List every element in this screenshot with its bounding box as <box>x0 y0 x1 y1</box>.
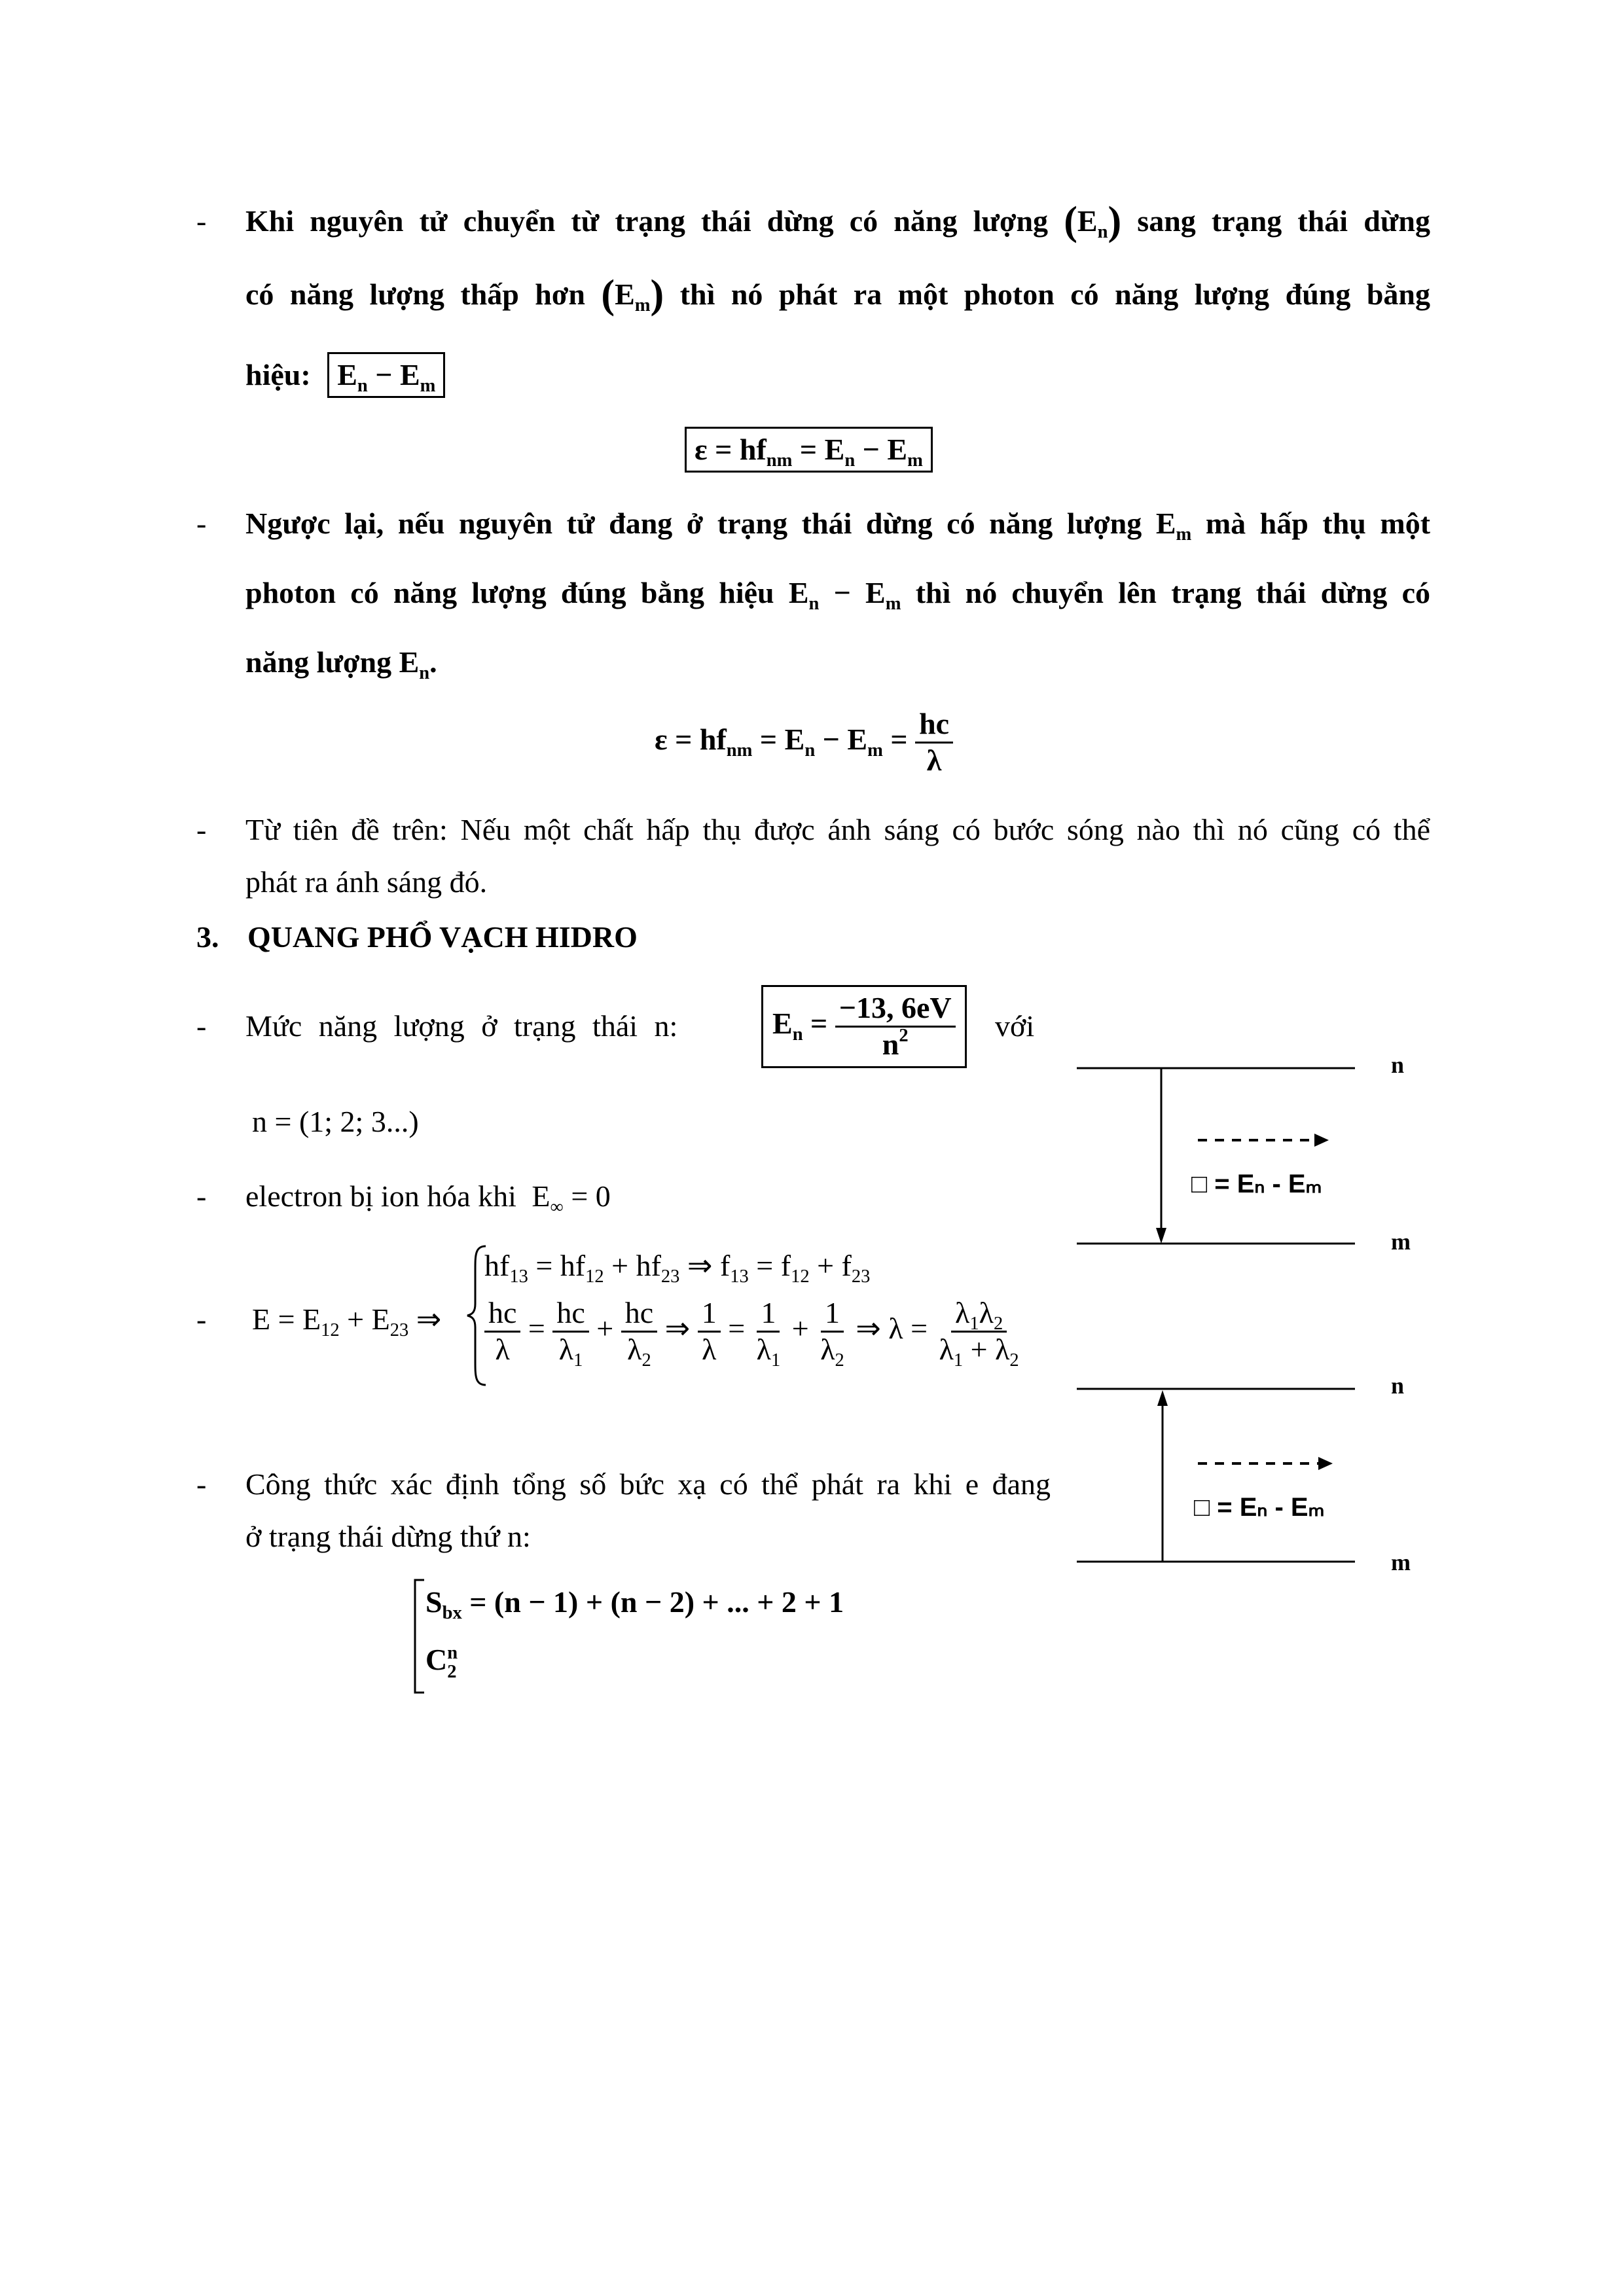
p2-line1-text-b: mà hấp thụ một <box>1205 507 1431 540</box>
p3-line1-text: Từ tiên đề trên: Nếu một chất hấp thụ được ánh sáng có bước sóng nào thì nó cũng có thể <box>245 813 1430 846</box>
formula-En-numerator: −13, 6eV <box>835 991 956 1028</box>
p1-line2 <box>245 272 1430 317</box>
diagram-absorption <box>1074 1365 1440 1588</box>
diagram2-formula: □ = Eₙ - Eₘ <box>1194 1493 1325 1522</box>
formula-En-box: $E_n$ = $\frac{-13, 6eV}{n^2}$ <box>761 985 967 1068</box>
boxed-formula-En-Em: $E_n - E_m$ <box>327 352 445 398</box>
section-heading <box>196 919 638 956</box>
bullet-dash: - <box>196 1467 207 1501</box>
diagram1-level-m: m <box>1391 1229 1411 1255</box>
formula-epsilon-box: $\varepsilon = hf_{nm} = E_n - E_m$ <box>685 427 933 473</box>
bullet-dash: - <box>196 813 207 846</box>
p1-line1-text-a: Khi nguyên tử chuyển từ trạng thái dừng có năng lượng <box>245 204 1049 238</box>
diagram-emission <box>1074 1041 1440 1263</box>
section-title: QUANG PHỔ VẠCH HIDRO <box>247 920 638 954</box>
p6-line2: ở trạng thái dừng thứ n: <box>245 1520 531 1553</box>
bullet-dash: - <box>196 1179 207 1213</box>
p4-with: với <box>995 1009 1035 1043</box>
system-line-2: $\frac{hc}{\lambda}$ = $\frac{hc}{\lambda_1}$ + $\frac{hc}{\lambda_2}$ ⇒ $\frac{1}{\lambda}$ = $\frac{1}{\lambda_1}$ + $\frac{1}{\lambda_2}$ ⇒ λ = $\frac{\lambda_1\lambda_2}{\lambda_1 + \lambda_2}$ <box>484 1296 1023 1367</box>
p2-line1-text-a: Ngược lại, nếu nguyên tử đang ở trạng thái dừng có năng lượng <box>245 507 1142 540</box>
p4-label: Mức năng lượng ở trạng thái n: <box>245 1009 678 1043</box>
p2-line2-text-a: photon có năng lượng đúng bằng hiệu <box>245 576 774 609</box>
p6-text-a: Công thức xác định tổng số bức xạ có thể phát ra khi e đang <box>245 1467 1051 1501</box>
bullet-dash: - <box>196 1302 207 1336</box>
p4-n-range: n = (1; 2; 3...) <box>252 1105 419 1138</box>
p2-symbol-Em: $E_m$ <box>1155 507 1192 545</box>
p1-line3-label: hiệu: <box>245 358 311 391</box>
bullet-dash: - <box>196 204 207 238</box>
p2-line1 <box>245 505 1431 545</box>
formula-Sbx-rhs: = (n − 1) + (n − 2) + ... + 2 + 1 <box>469 1585 844 1619</box>
diagram1-formula: □ = Eₙ - Eₘ <box>1191 1170 1322 1198</box>
p1-line3 <box>245 352 445 398</box>
bullet-dash: - <box>196 507 207 540</box>
formula-combination: C n 2 <box>425 1642 458 1683</box>
p5-symbol: $E_\infty$ <box>532 1179 564 1217</box>
bullet-dash: - <box>196 1009 207 1043</box>
p5-text: electron bị ion hóa khi <box>245 1179 516 1213</box>
p1-symbol-Em: $(E_m)$ <box>601 272 664 317</box>
p1-symbol-En: $(E_n)$ <box>1064 199 1122 243</box>
p2-line2 <box>245 575 1431 614</box>
p1-line2-text-a: có năng lượng thấp hơn <box>245 278 585 312</box>
formula-epsilon-hc-lambda: $\varepsilon = hf_{nm} = E_n - E_m$ = $\frac{hc}{\lambda}$ <box>655 707 953 778</box>
p5-line <box>245 1178 611 1215</box>
formula-Sbx: $S_{bx} = (n - 1) + (n - 2)$ + ... + 2 + 1 <box>425 1585 844 1623</box>
system-line-1: $hf_{13} = hf_{12} + hf_{23}$ ⇒ $f_{13} = f_{12} + f_{23}$ <box>484 1249 871 1287</box>
p2-line3 <box>245 644 437 681</box>
p6-line1 <box>245 1466 1051 1503</box>
formula-E-sum: $E = E_{12} + E_{23}$ ⇒ <box>252 1302 442 1340</box>
diagram1-level-n: n <box>1391 1052 1405 1078</box>
section-number: 3. <box>196 920 219 954</box>
p1-line2-text-b: thì nó phát ra một photon có năng lượng đúng bằng <box>679 278 1430 312</box>
p3-line2 <box>245 864 487 901</box>
p1-line1-text-b: sang trạng thái dừng <box>1137 204 1431 238</box>
p1-line1 <box>245 199 1431 243</box>
p2-line3-text: năng lượng <box>245 645 392 679</box>
p2-symbol-En: $E_n$. <box>399 645 437 683</box>
diagram2-level-n: n <box>1391 1372 1405 1399</box>
p3-line2-text: phát ra ánh sáng đó. <box>245 865 488 899</box>
p3-line1 <box>245 812 1430 848</box>
p5-value: = 0 <box>571 1179 611 1213</box>
square-bracket <box>411 1577 427 1695</box>
p2-symbol-En-Em: $E_n - E_m$ <box>788 576 901 614</box>
diagram2-level-m: m <box>1391 1549 1411 1575</box>
p2-line2-text-b: thì nó chuyển lên trạng thái dừng có <box>915 576 1431 609</box>
